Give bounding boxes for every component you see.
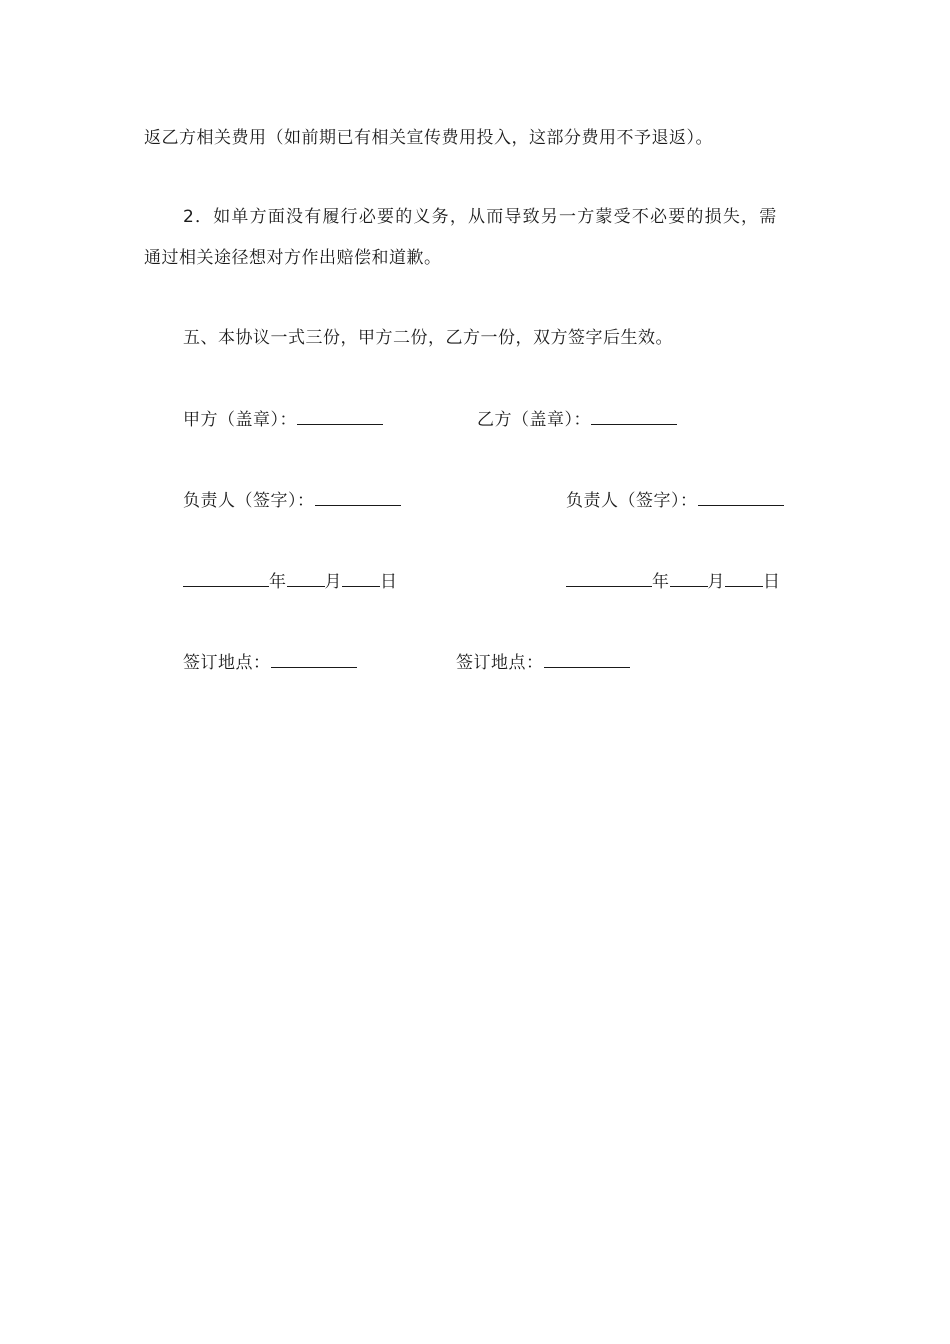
place-b-row bbox=[456, 649, 630, 675]
date-b-day-label: 日 bbox=[763, 572, 781, 592]
date-a-day-blank[interactable] bbox=[342, 568, 380, 587]
date-b-month-blank[interactable] bbox=[670, 568, 708, 587]
party-a-seal-label: 甲方（盖章）： bbox=[183, 410, 297, 430]
responsible-a-row bbox=[183, 487, 401, 513]
responsible-b-blank[interactable] bbox=[698, 487, 784, 506]
paragraph-line-compensation: 通过相关途径想对方作出赔偿和道歉。 bbox=[144, 248, 442, 268]
place-b-label: 签订地点： bbox=[456, 653, 544, 673]
paragraph-line-refund: 返乙方相关费用（如前期已有相关宣传费用投入，这部分费用不予退返）。 bbox=[144, 128, 713, 148]
party-b-seal-blank[interactable] bbox=[591, 406, 677, 425]
date-a-year-label: 年 bbox=[269, 572, 287, 592]
party-a-seal-row bbox=[183, 406, 383, 432]
date-a-row bbox=[183, 568, 398, 594]
date-a-year-blank[interactable] bbox=[183, 568, 269, 587]
responsible-b-row bbox=[566, 487, 784, 513]
place-a-row bbox=[183, 649, 357, 675]
place-a-blank[interactable] bbox=[271, 649, 357, 668]
responsible-a-label: 负责人（签字）： bbox=[183, 491, 315, 511]
date-a-month-label: 月 bbox=[324, 572, 342, 592]
date-b-row bbox=[566, 568, 781, 594]
paragraph-line-clause-5: 五、本协议一式三份，甲方二份，乙方一份，双方签字后生效。 bbox=[183, 328, 673, 348]
date-b-year-blank[interactable] bbox=[566, 568, 652, 587]
responsible-b-label: 负责人（签字）： bbox=[566, 491, 698, 511]
date-b-month-label: 月 bbox=[707, 572, 725, 592]
party-a-seal-blank[interactable] bbox=[297, 406, 383, 425]
date-a-day-label: 日 bbox=[380, 572, 398, 592]
responsible-a-blank[interactable] bbox=[315, 487, 401, 506]
party-b-seal-row bbox=[477, 406, 677, 432]
place-b-blank[interactable] bbox=[544, 649, 630, 668]
date-b-day-blank[interactable] bbox=[725, 568, 763, 587]
party-b-seal-label: 乙方（盖章）： bbox=[477, 410, 591, 430]
place-a-label: 签订地点： bbox=[183, 653, 271, 673]
date-a-month-blank[interactable] bbox=[287, 568, 325, 587]
paragraph-line-clause-2: 2．如单方面没有履行必要的义务，从而导致另一方蒙受不必要的损失，需 bbox=[183, 207, 778, 227]
date-b-year-label: 年 bbox=[652, 572, 670, 592]
